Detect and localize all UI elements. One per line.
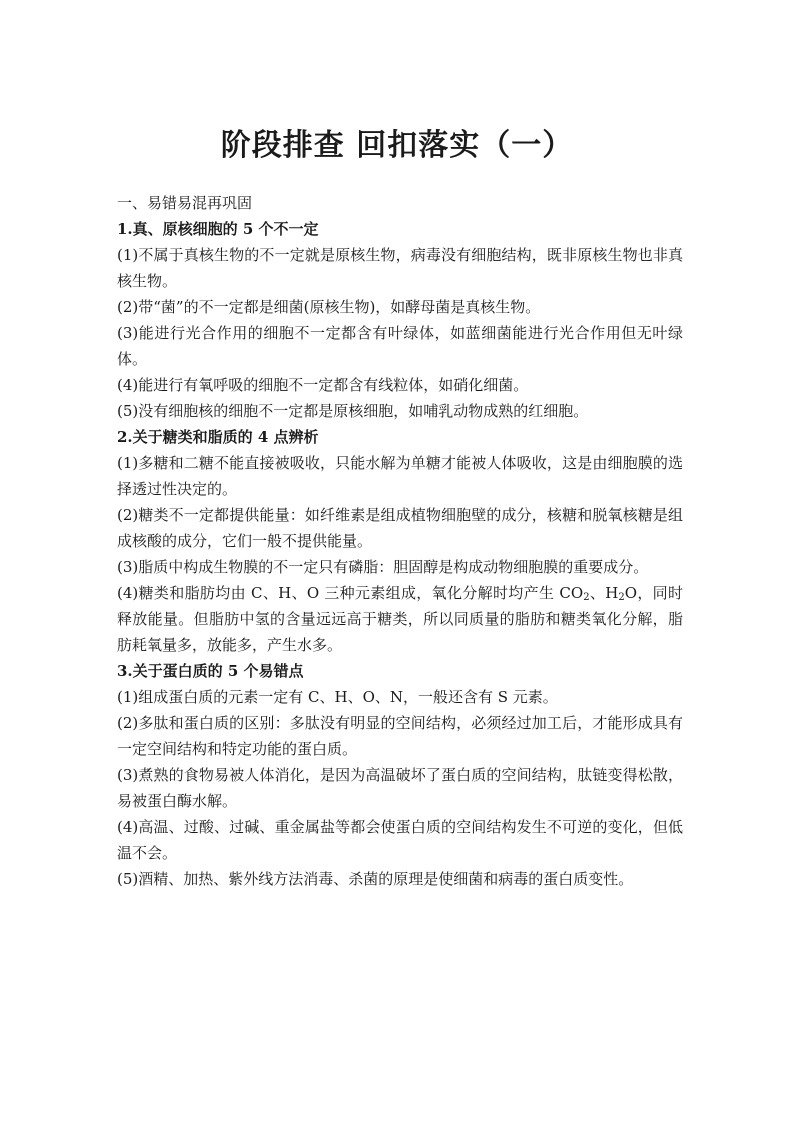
subsection-heading-1: 1.真、原核细胞的 5 个不一定: [117, 220, 319, 238]
list-item: (5)酒精、加热、紫外线方法消毒、杀菌的原理是使细菌和病毒的蛋白质变性。: [117, 870, 634, 888]
list-item: (2)多肽和蛋白质的区别：多肽没有明显的空间结构，必须经过加工后，才能形成具有一定空间结构和特定功能的蛋白质。: [117, 714, 683, 758]
list-item: (2)带“菌”的不一定都是细菌(原核生物)，如酵母菌是真核生物。: [117, 298, 541, 316]
subsection-heading-3: 3.关于蛋白质的 5 个易错点: [117, 662, 304, 680]
list-item: (3)煮熟的食物易被人体消化，是因为高温破坏了蛋白质的空间结构，肽链变得松散，易被蛋白酶水解。: [117, 766, 683, 810]
subscript: 2: [583, 592, 590, 603]
list-item: (4)高温、过酸、过碱、重金属盐等都会使蛋白质的空间结构发生不可逆的变化，但低温不会。: [117, 818, 683, 862]
document-body: [117, 190, 683, 892]
list-item: (1)组成蛋白质的元素一定有 C、H、O、N，一般还含有 S 元素。: [117, 688, 558, 706]
list-item: (3)脂质中构成生物膜的不一定只有磷脂：胆固醇是构成动物细胞膜的重要成分。: [117, 558, 649, 576]
list-item: (5)没有细胞核的细胞不一定都是原核细胞，如哺乳动物成熟的红细胞。: [117, 402, 589, 420]
list-item: (1)多糖和二糖不能直接被吸收，只能水解为单糖才能被人体吸收，这是由细胞膜的选择透过性决定的。: [117, 454, 683, 498]
section-heading: 一、易错易混再巩固: [117, 194, 253, 212]
item-text: 、H: [589, 584, 619, 602]
item-text: (4)糖类和脂肪均由 C、H、O 三种元素组成，氧化分解时均产生 CO: [117, 584, 584, 602]
page-title: 阶段排查 回扣落实（一）: [220, 128, 574, 163]
list-item: (2)糖类不一定都提供能量：如纤维素是组成植物细胞壁的成分，核糖和脱氧核糖是组成核酸的成分，它们一般不提供能量。: [117, 506, 683, 550]
item-text: O，同时释放能量。但脂肪中氢的含量远远高于糖类，所以同质量的脂肪和糖类氧化分解，脂肪耗氧量多，放能多，产生水多。: [117, 584, 683, 654]
list-item: (1)不属于真核生物的不一定就是原核生物，病毒没有细胞结构，既非原核生物也非真核生物。: [117, 246, 683, 290]
list-item: (4)能进行有氧呼吸的细胞不一定都含有线粒体，如硝化细菌。: [117, 376, 529, 394]
list-item: (3)能进行光合作用的细胞不一定都含有叶绿体，如蓝细菌能进行光合作用但无叶绿体。: [117, 324, 683, 368]
subscript: 2: [618, 592, 625, 603]
list-item-formula: [117, 580, 683, 658]
subsection-heading-2: 2.关于糖类和脂质的 4 点辨析: [117, 428, 319, 446]
